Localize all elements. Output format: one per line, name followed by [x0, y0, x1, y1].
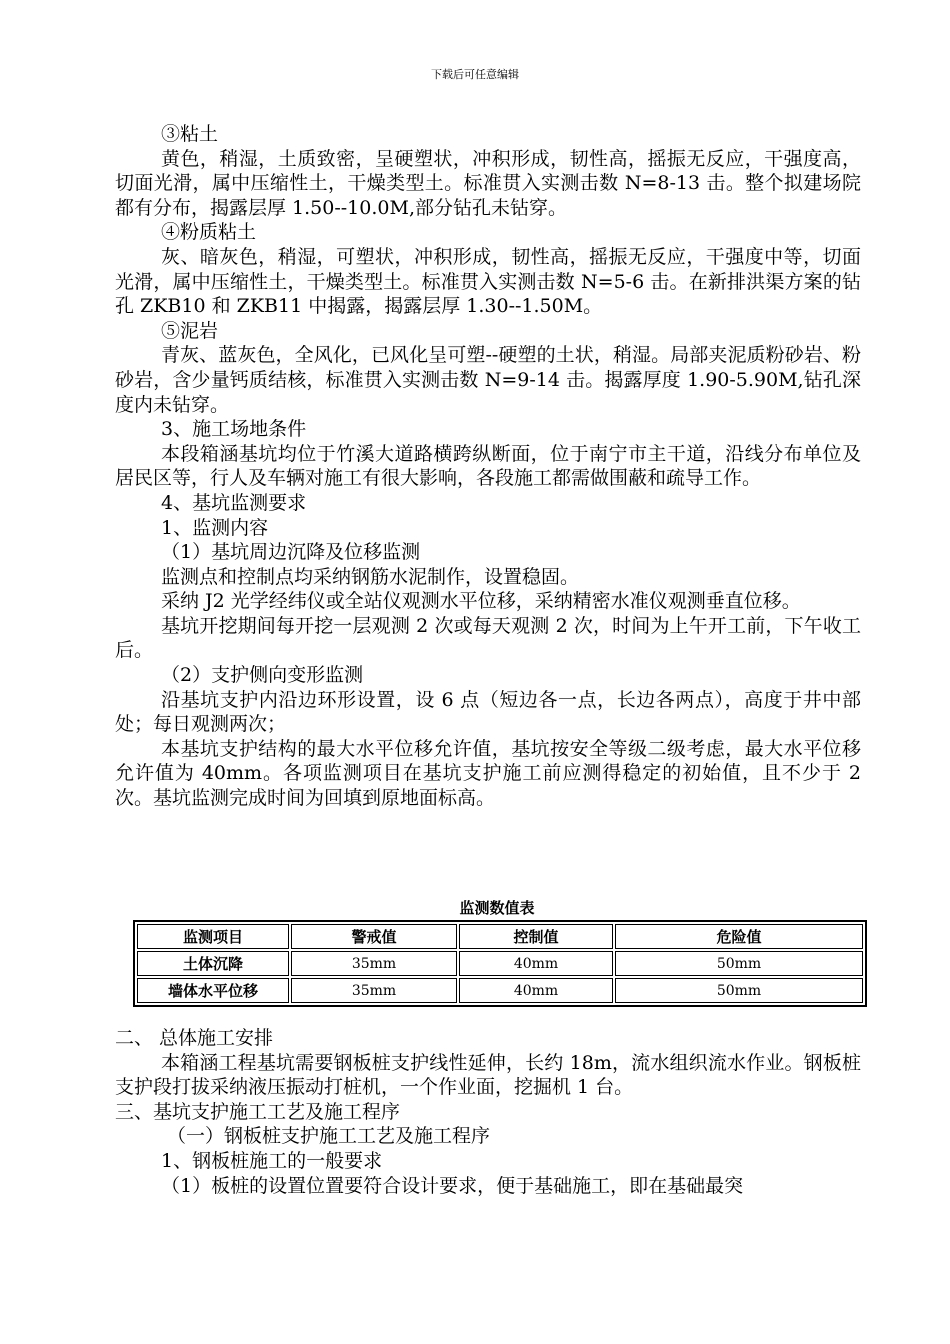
table-cell: 50mm — [615, 951, 863, 976]
table-row-label: 土体沉降 — [137, 951, 289, 976]
table-cell: 50mm — [615, 978, 863, 1003]
table-header-cell: 警戒值 — [291, 924, 457, 949]
paragraph: 监测点和控制点均采纳钢筋水泥制作，设置稳固。 — [161, 565, 580, 588]
table-cell: 35mm — [291, 951, 457, 976]
table-cell: 35mm — [291, 978, 457, 1003]
document-body-top — [115, 122, 861, 811]
paragraph: （2）支护侧向变形监测 — [161, 664, 364, 687]
paragraph: 3、施工场地条件 — [161, 418, 307, 441]
paragraph: 黄色，稍湿，土质致密，呈硬塑状，冲积形成，韧性高，摇振无反应，干强度高，切面光滑，属中压缩性土，干燥类型土。标准贯入实测击数 N=8-13 击。整个拟建场院都有分布，揭露层厚 1.50--10.0M,部分钻孔未钻穿。 — [115, 147, 861, 219]
paragraph: （一）钢板桩支护施工工艺及施工程序 — [167, 1125, 491, 1148]
paragraph: （1）板桩的设置位置要符合设计要求，便于基础施工，即在基础最突 — [161, 1174, 744, 1197]
paragraph: 本箱涵工程基坑需要钢板桩支护线性延伸，长约 18m，流水组织流水作业。钢板桩支护段打拔采纳液压振动打桩机，一个作业面，挖掘机 1 台。 — [115, 1051, 861, 1099]
monitoring-table-block — [133, 896, 861, 1007]
paragraph: 基坑开挖期间每开挖一层观测 2 次或每天观测 2 次，时间为上午开工前，下午收工后。 — [115, 614, 861, 662]
paragraph: 1、钢板桩施工的一般要求 — [161, 1149, 383, 1172]
paragraph: 三、基坑支护施工工艺及施工程序 — [115, 1100, 401, 1123]
paragraph: 4、基坑监测要求 — [161, 491, 307, 514]
paragraph: 二、 总体施工安排 — [115, 1027, 274, 1049]
paragraph: 本基坑支护结构的最大水平位移允许值，基坑按安全等级二级考虑，最大水平位移允许值为 40mm。各项监测项目在基坑支护施工前应测得稳定的初始值，且不少于 2 次。基坑监测完成时间为回填到原地面标高。 — [115, 737, 861, 810]
paragraph: 灰、暗灰色，稍湿，可塑状，冲积形成，韧性高，摇振无反应，干强度中等，切面光滑，属中压缩性土，干燥类型土。标准贯入实测击数 N=5-6 击。在新排洪渠方案的钻孔 ZKB10 和 ZKB11 中揭露，揭露层厚 1.30--1.50M。 — [115, 245, 861, 318]
paragraph: ④粉质粘土 — [161, 221, 257, 244]
paragraph: 沿基坑支护内沿边环形设置，设 6 点（短边各一点，长边各两点），高度于井中部处；每日观测两次； — [115, 688, 861, 736]
paragraph: ③粘土 — [161, 123, 219, 145]
table-row — [137, 951, 863, 976]
table-header-cell: 控制值 — [459, 924, 613, 949]
table-row — [137, 978, 863, 1003]
paragraph: 青灰、蓝灰色，全风化，已风化呈可塑--硬塑的土状，稍湿。局部夹泥质粉砂岩、粉砂岩，含少量钙质结核，标准贯入实测击数 N=9-14 击。揭露厚度 1.90-5.90M,钻孔深度内未钻穿。 — [115, 344, 861, 416]
table-header-row — [137, 924, 863, 949]
header-note: 下载后可任意编辑 — [431, 68, 519, 81]
paragraph: 本段箱涵基坑均位于竹溪大道路横跨纵断面，位于南宁市主干道，沿线分布单位及居民区等，行人及车辆对施工有很大影响，各段施工都需做围蔽和疏导工作。 — [115, 442, 861, 490]
table-cell: 40mm — [459, 978, 613, 1003]
table-cell: 40mm — [459, 951, 613, 976]
paragraph: 1、监测内容 — [161, 516, 269, 539]
document-body-bottom — [115, 1026, 861, 1198]
table-caption: 监测数值表 — [459, 899, 535, 917]
table-header-cell: 监测项目 — [137, 924, 289, 949]
paragraph: （1）基坑周边沉降及位移监测 — [161, 541, 421, 564]
monitoring-values-table — [133, 920, 867, 1007]
table-row-label: 墙体水平位移 — [137, 978, 289, 1003]
paragraph: ⑤泥岩 — [161, 319, 219, 342]
table-header-cell: 危险值 — [615, 924, 863, 949]
paragraph: 采纳 J2 光学经纬仪或全站仪观测水平位移，采纳精密水准仪观测垂直位移。 — [161, 590, 801, 613]
